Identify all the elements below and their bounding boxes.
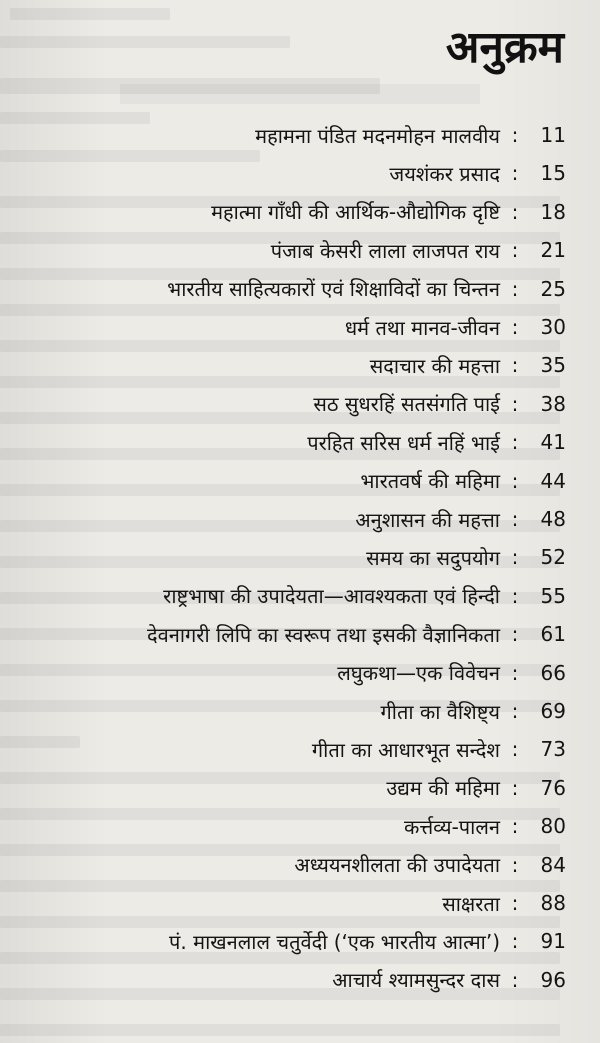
toc-separator: :: [511, 430, 519, 455]
toc-separator: :: [511, 852, 519, 877]
toc-entry: [360, 462, 566, 500]
toc-page-number: 21: [540, 238, 566, 263]
toc-entry-title: कर्त्तव्य-पालन: [403, 814, 500, 839]
toc-entry: [167, 270, 566, 308]
toc-separator: :: [511, 967, 519, 992]
toc-entry-title: राष्ट्रभाषा की उपादेयता—आवश्यकता एवं हिन्दी: [163, 584, 500, 609]
toc-entry: [355, 500, 566, 538]
toc-separator: :: [511, 545, 519, 570]
toc-entry-title: आचार्य श्यामसुन्दर दास: [332, 968, 500, 993]
toc-separator: :: [511, 507, 519, 531]
toc-entry-title: परहित सरिस धर्म नहिं भाई: [307, 430, 500, 455]
toc-entry-title: सदाचार की महत्ता: [369, 353, 500, 378]
toc-entry: [307, 423, 566, 461]
toc-entry-title: महात्मा गाँधी की आर्थिक-औद्योगिक दृष्टि: [211, 200, 500, 225]
toc-entry-title: जयशंकर प्रसाद: [389, 161, 500, 186]
toc-separator: :: [511, 891, 519, 915]
toc-entry-title: लघुकथा—एक विवेचन: [337, 661, 500, 686]
toc-entry-title: अनुशासन की महत्ता: [355, 507, 500, 532]
toc-separator: :: [511, 814, 519, 839]
toc-entry-title: पंजाब केसरी लाला लाजपत राय: [270, 238, 500, 263]
toc-entry: [169, 922, 566, 960]
toc-separator: :: [511, 238, 519, 263]
toc-entry: [271, 231, 566, 269]
toc-separator: :: [511, 391, 519, 416]
toc-separator: :: [511, 737, 519, 762]
toc-separator: :: [511, 353, 519, 378]
toc-entry: [366, 538, 566, 576]
toc-entry: [255, 116, 566, 154]
toc-entry-title: समय का सदुपयोग: [366, 545, 500, 570]
toc-entry-title: साक्षरता: [442, 891, 500, 916]
toc-page-number: 18: [540, 199, 566, 224]
toc-page-number: 15: [540, 161, 566, 186]
toc-entry: [345, 308, 566, 346]
toc-page-number: 88: [540, 891, 566, 915]
toc-entry: [442, 884, 566, 922]
toc-page-number: 30: [540, 315, 566, 339]
toc-entry-title: भारतवर्ष की महिमा: [360, 469, 500, 494]
toc-page-number: 96: [540, 967, 566, 992]
toc-page-number: 69: [540, 699, 566, 723]
toc-entry: [147, 615, 566, 653]
toc-entry: [386, 769, 566, 807]
toc-separator: :: [511, 276, 519, 301]
toc-page-number: 84: [540, 852, 566, 877]
toc-page-number: 61: [540, 622, 566, 647]
toc-page-number: 38: [540, 391, 566, 416]
toc-page-number: 48: [540, 507, 566, 531]
toc-entry-title: धर्म तथा मानव-जीवन: [344, 315, 500, 340]
toc-separator: :: [511, 660, 519, 685]
toc-page-number: 25: [540, 276, 566, 301]
toc-entry: [389, 154, 566, 192]
page-title: अनुक्रम: [445, 22, 564, 73]
toc-page-number: 55: [540, 583, 566, 608]
toc-page-number: 11: [540, 123, 566, 147]
toc-entry: [313, 385, 566, 423]
toc-entry-title: उद्यम की महिमा: [386, 776, 500, 801]
toc-entry: [370, 346, 566, 384]
toc-page-number: 44: [540, 468, 566, 493]
toc-separator: :: [511, 199, 519, 224]
toc-entry-title: गीता का आधारभूत सन्देश: [311, 737, 500, 762]
toc-entry-title: महामना पंडित मदनमोहन मालवीय: [255, 123, 500, 148]
toc-separator: :: [511, 315, 519, 339]
toc-separator: :: [511, 929, 519, 954]
toc-entry: [381, 692, 566, 730]
toc-page-number: 73: [540, 737, 566, 762]
toc-page-number: 76: [540, 775, 566, 800]
toc-separator: :: [511, 468, 519, 493]
toc-separator: :: [511, 161, 519, 186]
toc-page-number: 41: [540, 430, 566, 455]
toc-separator: :: [511, 583, 519, 608]
toc-entry-title: सठ सुधरहिं सतसंगति पाई: [313, 392, 500, 417]
toc-page-number: 80: [540, 814, 566, 839]
toc-entry: [163, 577, 566, 615]
toc-page-number: 52: [540, 545, 566, 570]
toc-entry-title: अध्ययनशीलता की उपादेयता: [294, 853, 500, 878]
toc-page-number: 91: [540, 929, 566, 954]
toc-separator: :: [511, 699, 519, 723]
toc-page-number: 66: [540, 660, 566, 685]
toc-entry: [337, 654, 566, 692]
toc-separator: :: [511, 123, 519, 147]
toc-entry: [332, 961, 566, 999]
toc-entry: [312, 730, 566, 768]
toc-entry: [404, 807, 566, 845]
toc-entry: [211, 193, 566, 231]
toc-entry: [294, 846, 566, 884]
toc-separator: :: [511, 622, 519, 647]
toc-separator: :: [511, 775, 519, 800]
toc-entry-title: देवनागरी लिपि का स्वरूप तथा इसकी वैज्ञानिकता: [147, 622, 500, 647]
toc-page-number: 35: [540, 353, 566, 378]
toc-entry-title: पं. माखनलाल चतुर्वेदी (‘एक भारतीय आत्मा’): [169, 929, 500, 954]
toc-entry-title: गीता का वैशिष्ट्य: [380, 699, 500, 724]
toc-entry-title: भारतीय साहित्यकारों एवं शिक्षाविदों का चिन्तन: [167, 277, 500, 302]
